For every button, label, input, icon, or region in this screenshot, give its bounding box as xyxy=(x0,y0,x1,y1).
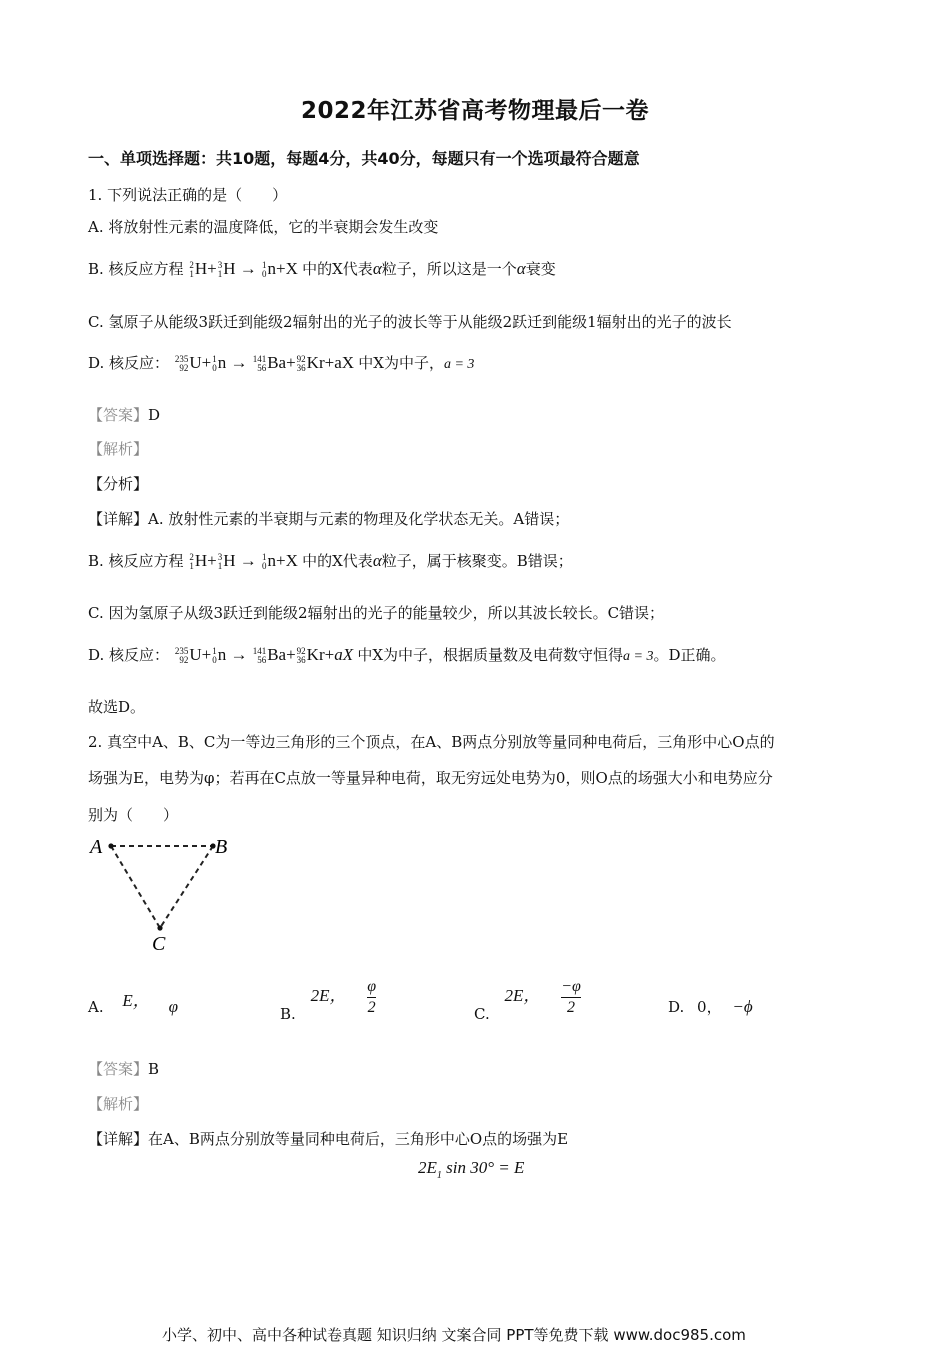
q2-option-b: B. 2E， $\frac{\varphi}{2}$ xyxy=(280,978,377,1024)
label-b: B xyxy=(215,836,228,858)
q2-option-d: D. 0， −ϕ xyxy=(668,997,753,1016)
q1-option-b-prefix: B. 核反应方程 xyxy=(88,260,184,278)
q1-detail-b: B. 核反应方程 2 1 H+ 3 1 H → 1 0 n+X 中的X代表α粒子，属于核聚变。B错误； xyxy=(88,551,573,572)
q2-option-c: C. 2E， $\frac{-\varphi}{2}$ xyxy=(474,978,581,1024)
nuclear-equation-fusion: 2 1 H+ 3 1 H → 1 0 n+X xyxy=(189,259,298,280)
q1-answer: 【答案】D xyxy=(88,406,161,424)
q1-option-a: A. 将放射性元素的温度降低，它的半衰期会发生改变 xyxy=(88,218,439,236)
vertex-a-dot xyxy=(108,843,113,848)
q1-analysis-tag: 【解析】 xyxy=(88,440,149,458)
q2-option-a: A. E， φ xyxy=(88,991,178,1016)
q2-answer: 【答案】B xyxy=(88,1060,160,1078)
q2-stem-line1: 2. 真空中A、B、C为一等边三角形的三个顶点，在A、B两点分别放等量同种电荷后，三角形中心O点的 xyxy=(88,733,775,751)
side-ac xyxy=(111,846,160,928)
q2-analysis-tag: 【解析】 xyxy=(88,1095,149,1113)
q1-detail-a: 【详解】A. 放射性元素的半衰期与元素的物理及化学状态无关。A错误； xyxy=(88,510,570,528)
triangle-diagram xyxy=(86,832,246,962)
q1-option-b: B. 核反应方程 2 1 H+ 3 1 H → 1 0 n+X 中的X代表α粒子，所以这是一个α衰变 xyxy=(88,259,556,280)
q1-option-d: D. 核反应： 235 92 U+ 1 0 n → 141 56 Ba+ 92 36 Kr+aX 中X为中子，a = 3 xyxy=(88,353,475,374)
q1-conclusion: 故选D。 xyxy=(88,698,146,716)
q1-option-c: C. 氢原子从能级3跃迁到能级2辐射出的光子的波长等于从能级2跃迁到能级1辐射出的光子的波长 xyxy=(88,313,732,331)
nuclear-equation-fusion-2: 2 1 H+ 3 1 H → 1 0 n+X xyxy=(189,551,298,572)
q1-detail-c: C. 因为氢原子从级3跃迁到能级2辐射出的光子的能量较少，所以其波长较长。C错误； xyxy=(88,604,665,622)
q2-stem-line2: 场强为E，电势为φ；若再在C点放一等量异种电荷，取无穷远处电势为0，则O点的场强大小和电势应分 xyxy=(88,769,773,787)
q1-fenxi-tag: 【分析】 xyxy=(88,475,149,493)
page-footer: 小学、初中、高中各种试卷真题 知识归纳 文案合同 PPT等免费下载 www.doc985.com xyxy=(162,1326,746,1344)
side-bc xyxy=(160,846,213,928)
label-a: A xyxy=(90,836,103,858)
q1-stem: 1. 下列说法正确的是（ ） xyxy=(88,186,288,204)
q2-stem-line3: 别为（ ） xyxy=(88,806,179,824)
page-title: 2022年江苏省高考物理最后一卷 xyxy=(300,98,649,124)
nuclear-equation-fission-2: 235 92 U+ 1 0 n → 141 56 Ba+ 92 36 Kr+aX xyxy=(174,645,354,666)
vertex-c-dot xyxy=(157,925,162,930)
q2-detail: 【详解】在A、B两点分别放等量同种电荷后，三角形中心O点的场强为E xyxy=(88,1130,569,1148)
q2-formula: $2E_1$ sin 30° = E xyxy=(418,1158,525,1181)
q1-detail-d: D. 核反应： 235 92 U+ 1 0 n → 141 56 Ba+ 92 36 Kr+aX 中X为中子，根据质量数及电荷数守恒得a = 3。D正确。 xyxy=(88,645,726,666)
label-c: C xyxy=(152,933,166,955)
section-heading: 一、单项选择题：共10题，每题4分，共40分，每题只有一个选项最符合题意 xyxy=(88,149,640,168)
nuclear-equation-fission: 235 92 U+ 1 0 n → 141 56 Ba+ 92 36 Kr+aX xyxy=(174,353,355,374)
